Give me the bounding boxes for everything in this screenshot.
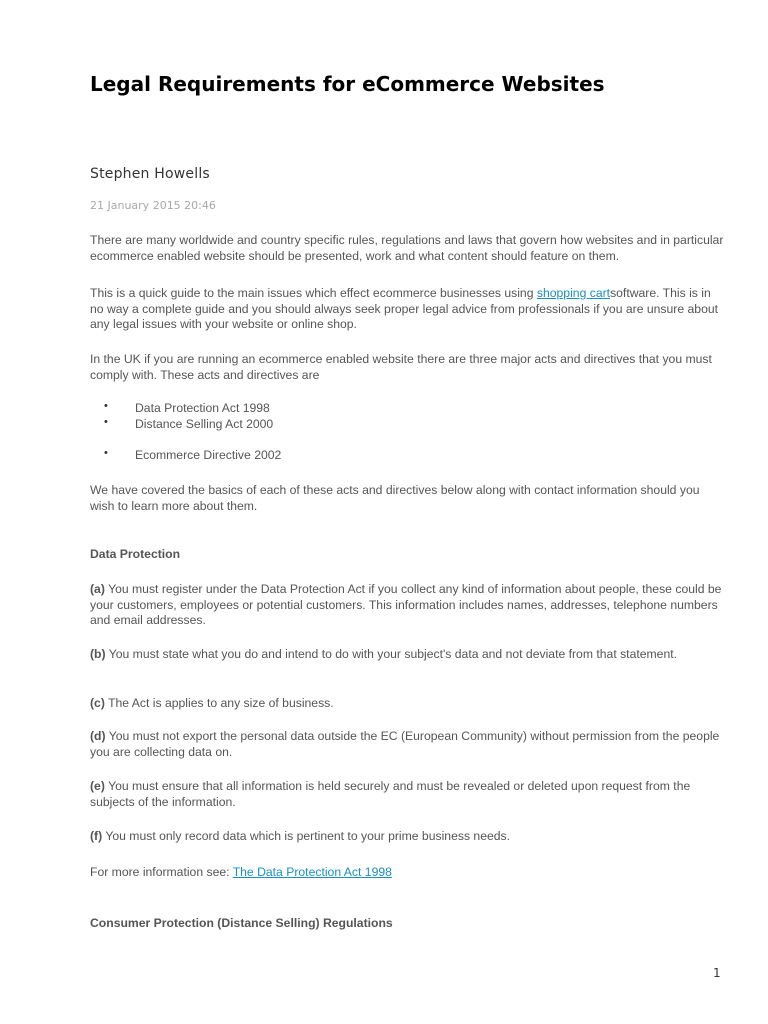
list-item-text: Data Protection Act 1998 — [135, 401, 270, 415]
bullet-icon: • — [104, 400, 108, 412]
guide-text-after-link: software. This is in no way a complete guide and you should always seek proper legal advice from professionals if you are unsure about any legal issues with your website or online shop. — [90, 286, 719, 331]
section-heading-consumer-protection: Consumer Protection (Distance Selling) Regulations — [90, 916, 393, 930]
publish-date: 21 January 2015 20:46 — [90, 199, 216, 212]
item-letter: (c) — [90, 696, 105, 710]
data-protection-item-a — [90, 582, 726, 629]
section-heading-data-protection: Data Protection — [90, 547, 181, 561]
list-item-text: Distance Selling Act 2000 — [135, 417, 274, 431]
uk-paragraph: In the UK if you are running an ecommerce enabled website there are three major acts and directives that you must comply with. These acts and directives are — [90, 352, 712, 382]
data-protection-item-f — [90, 829, 726, 845]
page-number: 1 — [713, 966, 721, 980]
guide-paragraph — [90, 286, 726, 333]
data-protection-act-link[interactable]: The Data Protection Act 1998 — [232, 865, 392, 879]
item-text: You must ensure that all information is held securely and must be revealed or deleted upon request from the subjects of the information. — [90, 779, 691, 809]
data-protection-item-c — [90, 696, 726, 712]
item-text: You must register under the Data Protection Act if you collect any kind of information about people, these could be your customers, employees or potential customers. This information includes names, addresses, telephone numbers and email addresses. — [90, 582, 722, 627]
data-protection-item-b — [90, 647, 726, 663]
shopping-cart-link[interactable]: shopping cart — [536, 286, 611, 300]
author-name: Stephen Howells — [90, 166, 210, 182]
item-letter: (e) — [90, 779, 105, 793]
item-text: You must not export the personal data outside the EC (European Community) without permission from the people you are collecting data on. — [90, 729, 720, 759]
list-item-text: Ecommerce Directive 2002 — [135, 448, 282, 462]
item-text: You must state what you do and intend to do with your subject's data and not deviate from that statement. — [105, 647, 677, 661]
guide-text-before-link: This is a quick guide to the main issues which effect ecommerce businesses using — [90, 286, 537, 300]
item-letter: (b) — [90, 647, 106, 661]
bullet-icon: • — [104, 447, 108, 459]
bullet-icon: • — [104, 416, 108, 428]
data-protection-item-d — [90, 729, 726, 760]
data-protection-item-e — [90, 779, 726, 810]
more-info-prefix: For more information see: — [90, 865, 233, 879]
item-text: The Act is applies to any size of business. — [104, 696, 334, 710]
intro-paragraph: There are many worldwide and country specific rules, regulations and laws that govern how websites and in particular ecommerce enabled website should be presented, work and what content should feature on them. — [90, 233, 724, 263]
covered-paragraph: We have covered the basics of each of these acts and directives below along with contact information should you wish to learn more about them. — [90, 483, 700, 513]
document-title: Legal Requirements for eCommerce Websites — [90, 72, 605, 96]
item-text: You must only record data which is pertinent to your prime business needs. — [102, 829, 511, 843]
item-letter: (a) — [90, 582, 105, 596]
more-info-line — [90, 865, 726, 881]
item-letter: (d) — [90, 729, 106, 743]
item-letter: (f) — [90, 829, 103, 843]
